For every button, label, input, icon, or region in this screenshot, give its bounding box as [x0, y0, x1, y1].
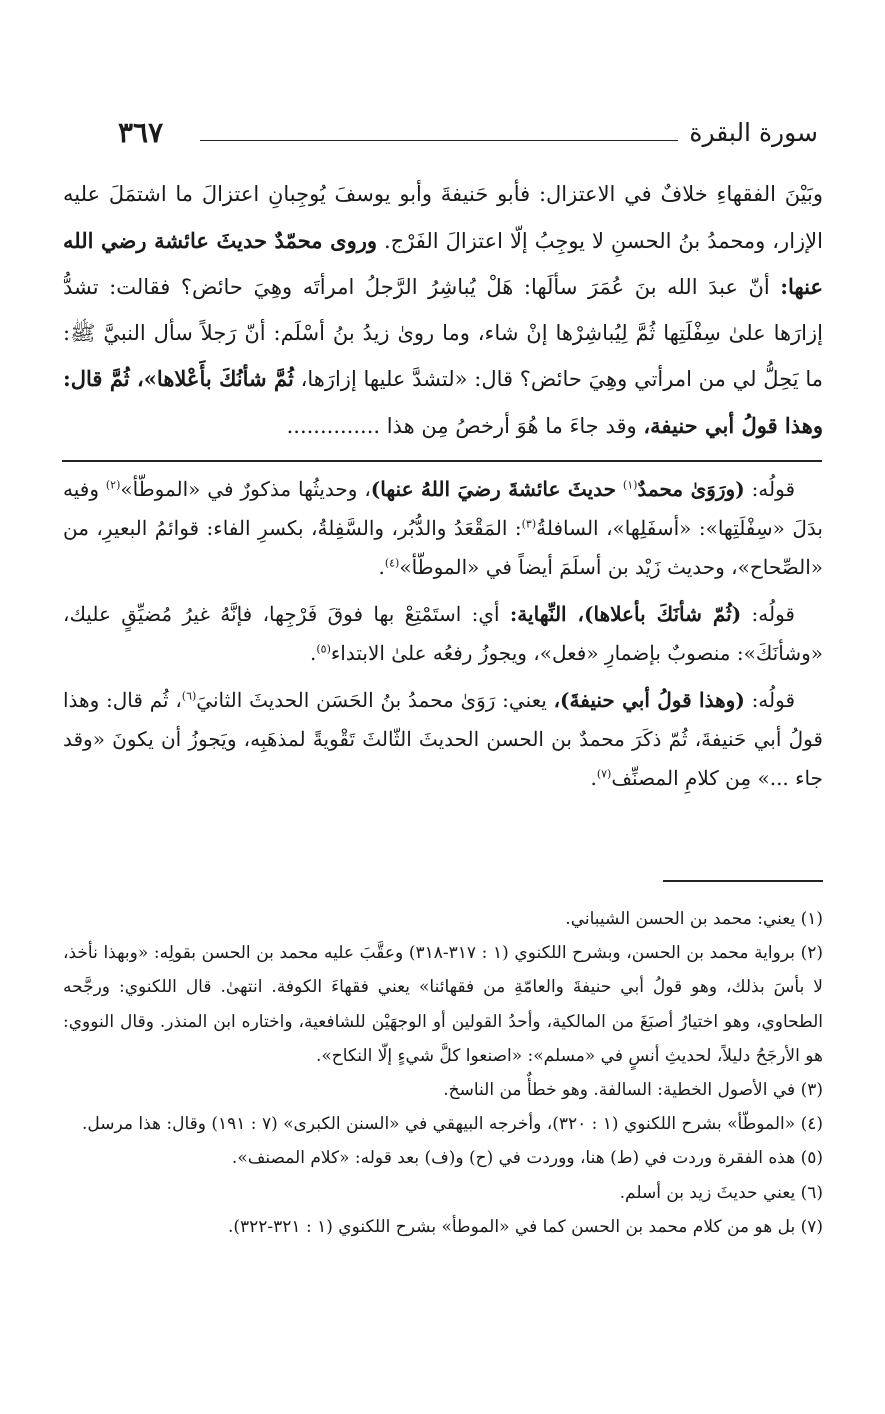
footnote-ref[interactable]: (٥): [316, 642, 331, 656]
footnotes: [63, 902, 823, 1244]
punctuation: .: [590, 766, 597, 790]
lead-word: قولُه:: [751, 477, 796, 501]
matn-segment: وبَيْنَ الفقهاءِ خلافٌ في الاعتزال: فأبو حَنيفةَ وأبو يوسفَ يُوجِبانِ اعتزالَ ما اشتمَلَ عليه الإزار، ومحمدُ بنُ الحسنِ لا يوجِبُ إلّا اعتزالَ الفَرْج.: [63, 182, 823, 253]
header-rule: [200, 140, 678, 141]
footnote-ref[interactable]: (٦): [181, 689, 197, 703]
footnote: (٣) في الأصول الخطية: السالفة. وهو خطأٌ من الناسخ.: [443, 1080, 823, 1101]
commentary-text: ، وحديثُها مذكورٌ في «الموطّأ»: [120, 477, 371, 501]
matn-segment: وقد جاءَ ما هُوَ أرخصُ مِن هذا ..............: [286, 413, 637, 438]
footnote: (٥) هذه الفقرة وردت في (ط) هنا، ووردت في (ح) و(ف) بعد قوله: «كلام المصنف».: [231, 1148, 823, 1169]
commentary-paragraph: [63, 681, 823, 798]
footnote-ref[interactable]: (١): [622, 478, 638, 492]
quoted-phrase: حديثَ عائشةَ رضيَ اللهُ عنها): [370, 477, 616, 501]
footnote: (١) يعني: محمد بن الحسن الشيباني.: [565, 909, 823, 929]
footnote: (٢) برواية محمد بن الحسن، وبشرح اللكنوي (١ : ٣١٧-٣١٨) وعقَّبَ عليه محمد بن الحسن بقولِه: «وبهذا نأخذ، لا بأسَ بذلك، وهو قولُ أبي حنيفةَ والعامّةِ من فقهائنا» يعني فقهاءَ الكوفة. انتهىٰ. قال اللكنوي: ورجَّحه الطحاوي، وهو اختيارُ أصبَغَ من المالكية، وأحدُ القولين أو الوجهَيْن للشافعية، واختاره ابن المنذر. وقال النووي: هو الأرجَحُ دليلاً، لحديثِ أنسٍ في «مسلم»: «اصنعوا كلَّ شيءٍ إلّا النكاح».: [63, 943, 823, 1066]
quoted-phrase: (ورَوَىٰ محمدٌ: [637, 477, 745, 501]
lead-word: قولُه:: [751, 602, 795, 626]
footnote: (٦) يعني حديثَ زيد بن أسلم.: [619, 1182, 823, 1203]
commentary-text: أي: استَمْتِعْ بها فوقَ فَرْجِها، فإنَّهُ غيرُ مُضيِّقٍ عليك، «وشأنَكَ»: منصوبٌ بإضمارِ «فعل»، ويجوزُ رفعُه علىٰ الابتداء: [63, 602, 823, 665]
quoted-phrase: (وهذا قولُ أبي حنيفةَ)،: [553, 688, 745, 712]
running-header: [118, 118, 818, 158]
footnote-ref[interactable]: (٢): [105, 478, 121, 492]
section-divider: [62, 460, 822, 462]
footnote-ref[interactable]: (٧): [596, 767, 612, 781]
punctuation: .: [310, 641, 317, 665]
footnote: (٤) «الموطّأ» بشرح اللكنوي (١ : ٣٢٠)، وأخرجه البيهقي في «السنن الكبرى» (٧ : ١٩١) وقال: هذا مرسل.: [81, 1114, 823, 1135]
commentary-paragraph: [63, 470, 823, 587]
footnote-ref[interactable]: (٤): [384, 556, 400, 570]
main-text: [63, 172, 823, 449]
matn-segment-bold: وروى محمّدٌ حديثَ عائشة رضي الله عنها:: [63, 227, 823, 299]
footnote-ref[interactable]: (٣): [521, 517, 537, 531]
quoted-phrase: (ثُمّ شأنَكَ بأعلاها)، النِّهاية:: [509, 602, 742, 626]
footnote-divider: [663, 880, 823, 882]
commentary-text: يعني: رَوَىٰ محمدُ بنُ الحَسَن الحديثَ الثانيَ: [196, 688, 554, 712]
matn-segment-bold: ثُمَّ شأنُكَ بأَعْلاها»، ثُمَّ قال: وهذا قولُ أبي حنيفة،: [63, 366, 823, 438]
commentary: [63, 470, 823, 806]
matn-segment: أنّ عبدَ الله بنَ عُمَرَ سألَها: هَلْ يُباشِرُ الرَّجلُ امرأتَه وهِيَ حائض؟ فقالت: تشدُّ إزارَها علىٰ سِفْلَتِها ثُمَّ لِيُباشِرْها إنْ شاء، وما روىٰ زيدُ بنُ أسْلَم: أنّ رَجلاً سأل النبيَّ ﷺ: ما يَحِلُّ لي من امرأتي وهِيَ حائض؟ قال: «لتشدَّ عليها إزارَها،: [63, 275, 823, 391]
commentary-paragraph: [63, 595, 823, 673]
footnote: (٧) بل هو من كلام محمد بن الحسن كما في «الموطأ» بشرح اللكنوي (١ : ٣٢١-٣٢٢).: [227, 1216, 823, 1237]
commentary-text: : المَقْعَدُ والدُّبُر، والسَّفِلةُ، بكسرِ الفاء: قوائمُ البعيرِ، من «الصِّحاح»، وحديث زَيْد بن أسلَمَ أيضاً في «الموطّأ»: [63, 516, 823, 579]
commentary-text: ، ثُم قال: وهذا قولُ أبي حَنيفةَ، ثُمّ ذكَرَ محمدٌ بن الحسن الحديثَ الثّالثَ تَقْويةً لمذهَبِه، ويَجوزُ أن يكونَ «وقد جاء ...» مِن كلامِ المصنِّف: [63, 688, 823, 790]
lead-word: قولُه:: [751, 688, 796, 712]
punctuation: .: [378, 555, 385, 579]
page-number: ٣٦٧: [118, 116, 164, 149]
main-paragraph: [63, 172, 823, 449]
surah-title: سورة البقرة: [689, 118, 818, 147]
commentary-text: وفيه بدَلَ «سِفْلَتِها»: «أسفَلِها»، السافلةُ: [63, 477, 823, 540]
